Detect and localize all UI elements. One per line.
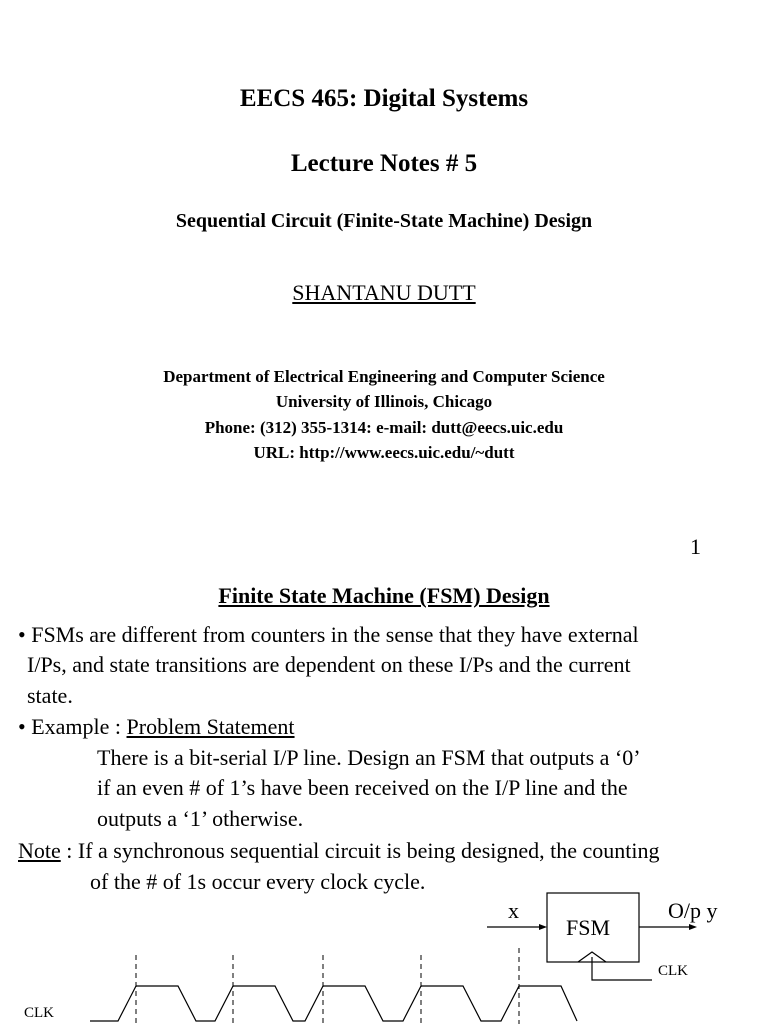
note-text: : If a synchronous sequential circuit is being designed, the counting [60, 838, 660, 863]
clk-waveform-label: CLK [24, 1005, 54, 1021]
lecture-topic: Sequential Circuit (Finite-State Machine) Design [175, 210, 593, 232]
bullet-line: I/Ps, and state transitions are dependent on these I/Ps and the current [27, 652, 631, 677]
clk-input-label: CLK [658, 963, 688, 979]
output-label: O/p y [668, 898, 718, 923]
example-prefix: • Example : [18, 714, 127, 739]
input-label: x [508, 898, 519, 923]
problem-line: if an even # of 1’s have been received on the I/P line and the [97, 775, 628, 800]
fsm-diagram [0, 880, 768, 1024]
bullet-line: state. [27, 683, 73, 708]
note-line: of the # of 1s occur every clock cycle. [90, 869, 426, 894]
university-line: University of Illinois, Chicago [275, 392, 493, 411]
bullet-line: • FSMs are different from counters in the sense that they have external [18, 622, 639, 647]
input-arrowhead [539, 924, 547, 930]
example-bullet [18, 714, 295, 740]
author-name: SHANTANU DUTT [292, 280, 476, 305]
clock-waveform [90, 986, 577, 1021]
output-arrowhead [689, 924, 697, 930]
contact-line: Phone: (312) 355-1314: e-mail: dutt@eecs.uic.edu [204, 418, 564, 437]
page-number: 1 [690, 534, 701, 559]
section-title: Finite State Machine (FSM) Design [218, 583, 550, 608]
note-label: Note [18, 838, 61, 863]
clock-input-wire [592, 957, 652, 980]
fsm-label: FSM [566, 915, 611, 940]
lecture-subtitle: Lecture Notes # 5 [290, 150, 478, 177]
problem-line: There is a bit-serial I/P line. Design an FSM that outputs a ‘0’ [97, 745, 641, 770]
url-line: URL: http://www.eecs.uic.edu/~dutt [253, 443, 515, 462]
department-line: Department of Electrical Engineering and Computer Science [163, 367, 605, 386]
problem-line: outputs a ‘1’ otherwise. [97, 806, 304, 831]
lecture-title: EECS 465: Digital Systems [239, 85, 529, 112]
note-line [18, 838, 660, 864]
problem-statement-label: Problem Statement [126, 714, 295, 739]
